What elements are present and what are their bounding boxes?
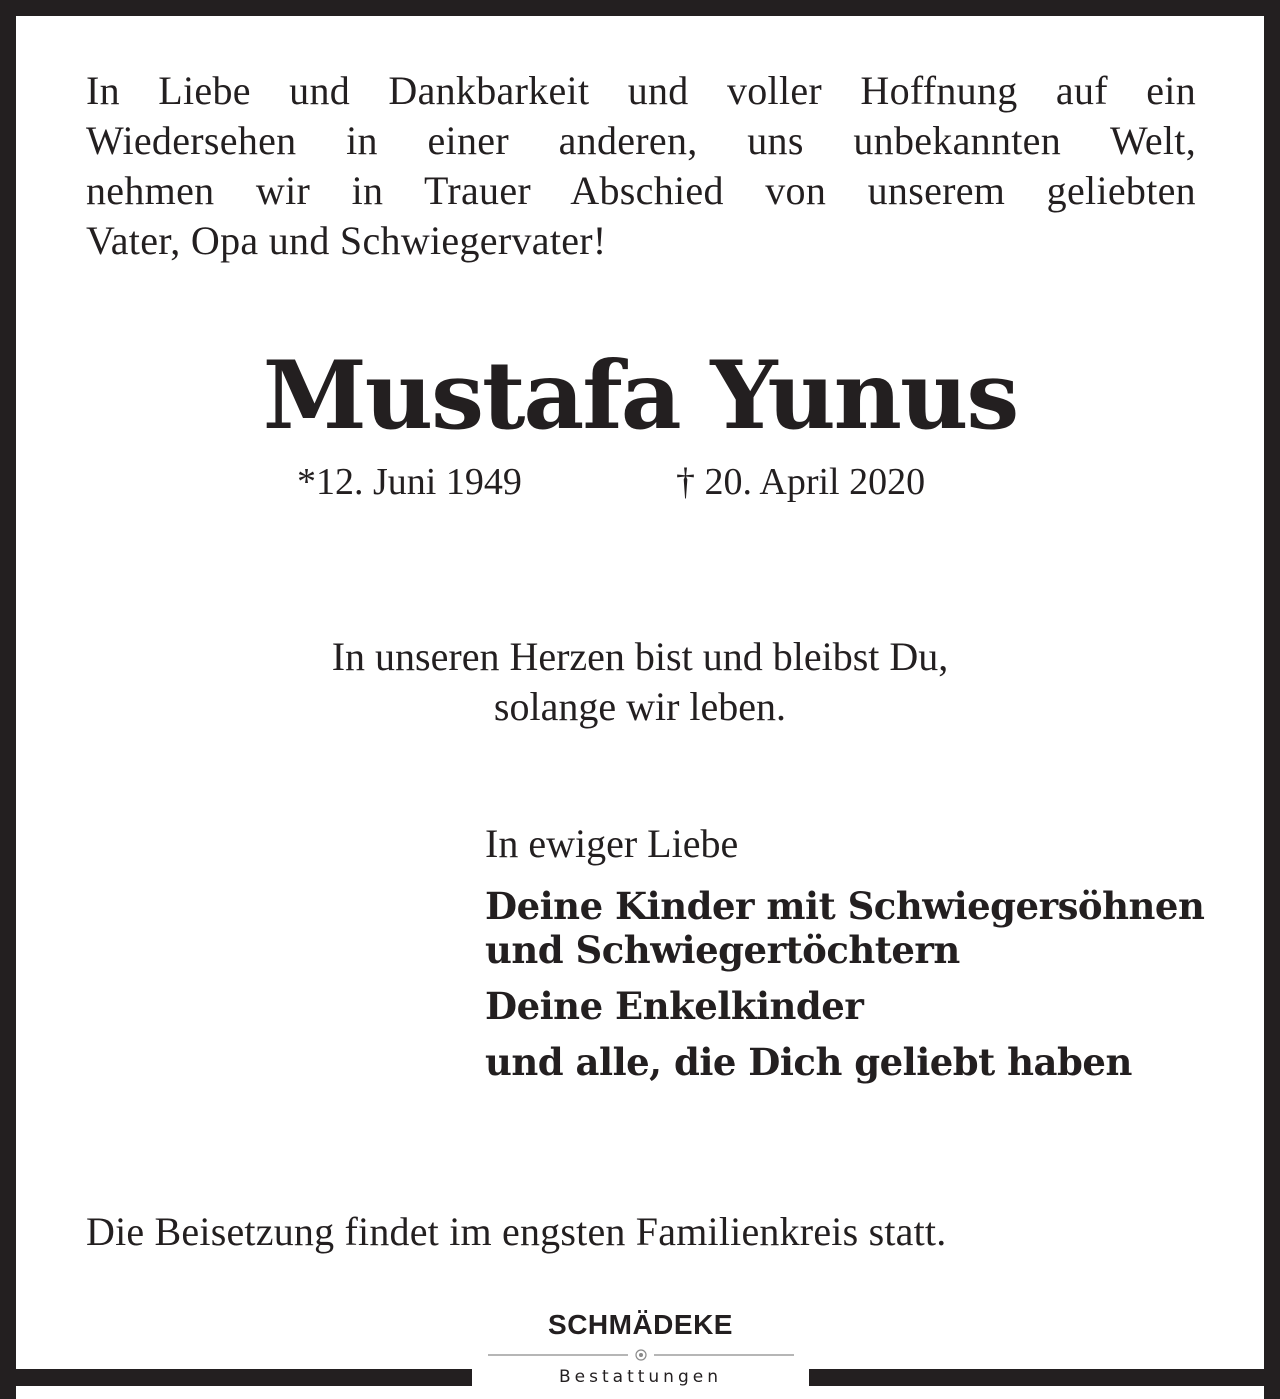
bottom-rule-right [809, 1369, 1280, 1386]
birth-date: *12. Juni 1949 [297, 461, 522, 503]
funeral-note: Die Beisetzung findet im engsten Familienkreis statt. [86, 1209, 947, 1254]
ornament-icon [488, 1348, 794, 1362]
quote-line: solange wir leben. [493, 684, 787, 729]
intro-line: Wiedersehen in einer anderen, uns unbekannten Welt, [86, 118, 1196, 163]
bottom-rule-left [0, 1369, 472, 1386]
logo-subtitle: Bestattungen [559, 1367, 722, 1387]
mourner-entry: Deine Enkelkinder [485, 984, 864, 1028]
intro-text [86, 66, 1196, 266]
death-date: † 20. April 2020 [676, 461, 926, 503]
mourner-entry: Deine Kinder mit Schwiegersöhnen und Schwiegertöchtern [485, 884, 1205, 972]
intro-line: In Liebe und Dankbarkeit und voller Hoffnung auf ein [86, 68, 1196, 113]
signoff: In ewiger Liebe [485, 821, 739, 866]
funeral-home-logo [472, 1308, 809, 1399]
deceased-name: Mustafa Yunus [262, 341, 1018, 451]
mourners-list [485, 884, 1204, 1096]
quote-line: In unseren Herzen bist und bleibst Du, [331, 634, 949, 679]
memorial-quote [0, 632, 1280, 732]
intro-line: Vater, Opa und Schwiegervater! [86, 218, 607, 263]
logo-name: SCHMÄDEKE [548, 1309, 733, 1340]
mourner-entry: und alle, die Dich geliebt haben [485, 1040, 1132, 1084]
intro-line: nehmen wir in Trauer Abschied von unserem geliebten [86, 168, 1196, 213]
